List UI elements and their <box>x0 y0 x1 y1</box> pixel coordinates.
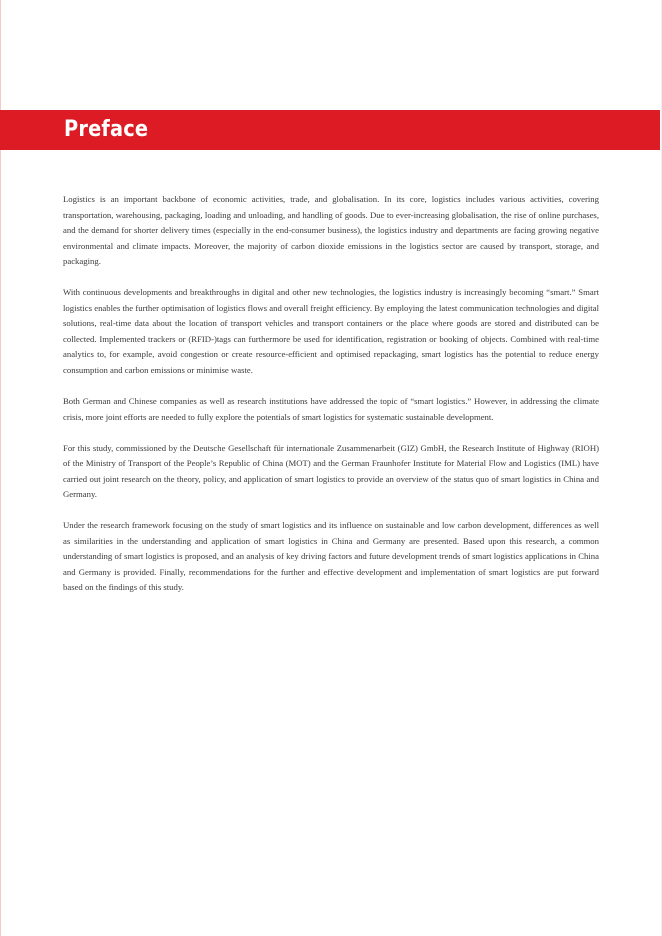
paragraph-5: Under the research framework focusing on the study of smart logistics and its influence on sustainable and low carbon development, differences as well as similarities in the understanding and application of smart logistics in China and Germany are presented. Based upon this research, a common understanding of smart logistics is proposed, and an analysis of key driving factors and future development trends of smart logistics applications in China and Germany is provided. Finally, recommendations for the further and effective development and implementation of smart logistics are put forward based on the findings of this study. <box>63 520 599 593</box>
paragraph-4: For this study, commissioned by the Deutsche Gesellschaft für internationale Zusammenarbeit (GIZ) GmbH, the Research Institute of Highway (RIOH) of the Ministry of Transport of the People’s Republic of China (MOT) and the German Fraunhofer Institute for Material Flow and Logistics (IML) have carried out joint research on the theory, policy, and application of smart logistics to provide an overview of the status quo of smart logistics in China and Germany. <box>63 442 599 500</box>
paragraph-1: Logistics is an important backbone of economic activities, trade, and globalisation. In its core, logistics includes various activities, covering transportation, warehousing, packaging, loading and unloading, and handling of goods. Due to ever-increasing globalisation, the rise of online purchases, and the demand for shorter delivery times (especially in the end-consumer business), the logistics industry and departments are facing growing negative environmental and climate impacts. Moreover, the majority of carbon dioxide emissions in the logistics sector are caused by transport, storage, and packaging. <box>63 194 599 267</box>
body-text <box>63 192 599 612</box>
title-banner <box>0 110 660 150</box>
paragraph-3: Both German and Chinese companies as well as research institutions have addressed the topic of “smart logistics.” However, in addressing the climate crisis, more joint efforts are needed to fully explore the potentials of smart logistics for systematic sustainable development. <box>63 396 599 422</box>
paragraph-2: With continuous developments and breakthroughs in digital and other new technologies, the logistics industry is increasingly becoming “smart.” Smart logistics enables the further optimisation of logistics flows and overall freight efficiency. By employing the latest communication technologies and digital solutions, real-time data about the location of transport vehicles and transport containers or the place where goods are stored and distributed can be collected. Implemented trackers or (RFID-)tags can furthermore be used for identification, registration or booking of objects. Combined with real-time analytics to, for example, avoid congestion or create resource-efficient and optimised repackaging, smart logistics has the potential to reduce energy consumption and carbon emissions or minimise waste. <box>63 287 599 375</box>
page-title: Preface <box>64 117 149 142</box>
